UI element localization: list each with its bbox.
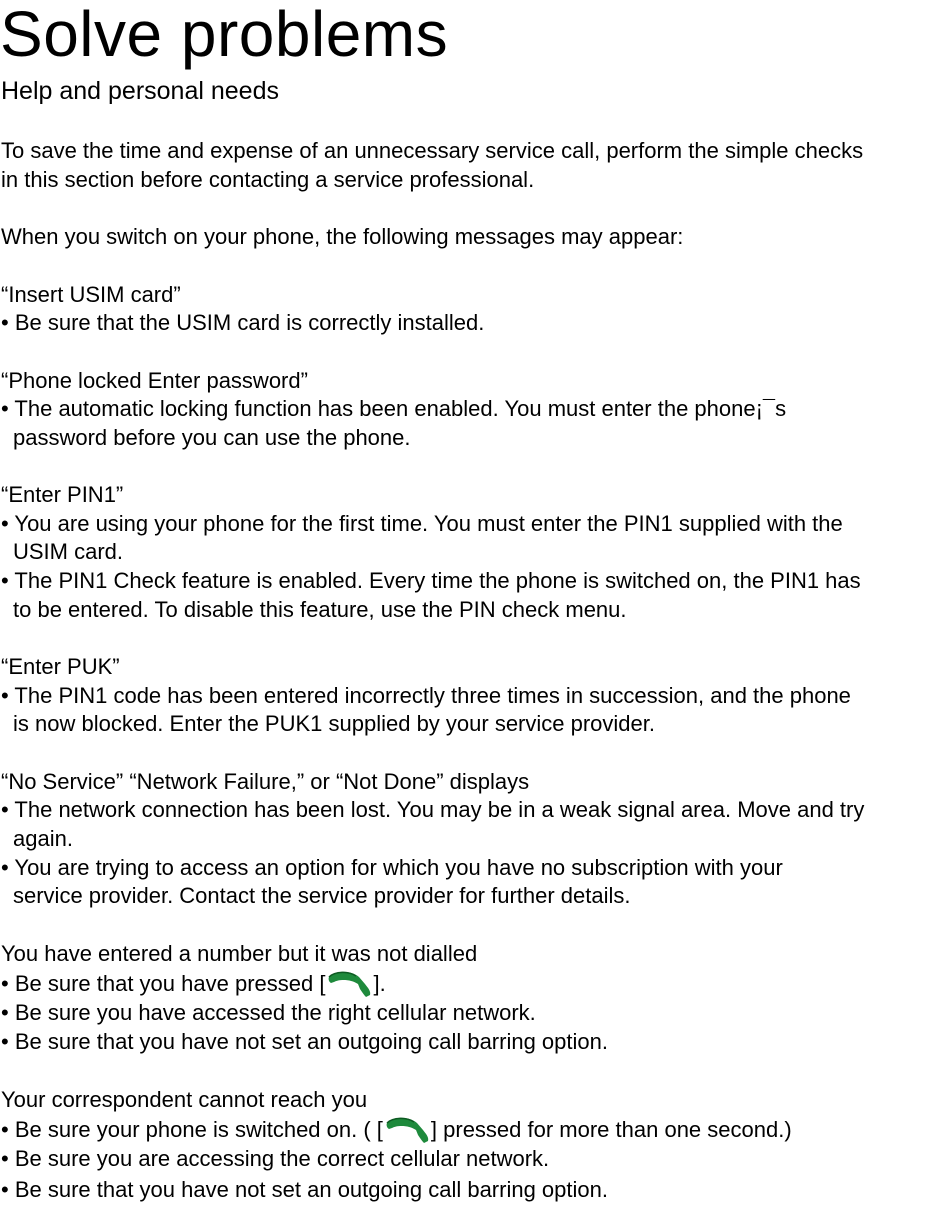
noservice-bullet-1-cont: again.	[13, 826, 73, 851]
cannotreach-bullet-1-text: • Be sure your phone is switched on. ( [	[1, 1117, 383, 1142]
puk-heading: “Enter PUK”	[1, 654, 120, 679]
page-subtitle: Help and personal needs	[1, 77, 279, 105]
phone-handset-icon	[325, 968, 373, 998]
puk-bullet-1: • The PIN1 code has been entered incorrectly three times in succession, and the phone	[1, 683, 851, 708]
usim-bullet-1: • Be sure that the USIM card is correctly installed.	[1, 310, 485, 335]
notdialled-bullet-2: • Be sure you have accessed the right cellular network.	[1, 1000, 536, 1025]
cannotreach-bullet-1	[1, 1114, 792, 1144]
phone-handset-icon	[383, 1114, 431, 1144]
noservice-heading: “No Service” “Network Failure,” or “Not Done” displays	[1, 769, 530, 794]
cannotreach-bullet-2: • Be sure you are accessing the correct cellular network.	[1, 1146, 550, 1171]
noservice-bullet-2: • You are trying to access an option for which you have no subscription with your	[1, 855, 783, 880]
puk-bullet-1-cont: is now blocked. Enter the PUK1 supplied by your service provider.	[13, 711, 655, 736]
pin1-bullet-2-cont: to be entered. To disable this feature, use the PIN check menu.	[13, 597, 627, 622]
notdialled-heading: You have entered a number but it was not dialled	[1, 941, 478, 966]
pin1-bullet-2: • The PIN1 Check feature is enabled. Every time the phone is switched on, the PIN1 has	[1, 568, 861, 593]
cannotreach-heading: Your correspondent cannot reach you	[1, 1087, 368, 1112]
usim-heading: “Insert USIM card”	[1, 282, 181, 307]
cannotreach-bullet-3: • Be sure that you have not set an outgoing call barring option.	[1, 1177, 608, 1202]
intro-line-1: To save the time and expense of an unnecessary service call, perform the simple checks	[1, 138, 864, 163]
messages-intro: When you switch on your phone, the following messages may appear:	[1, 224, 684, 249]
notdialled-bullet-1	[1, 968, 386, 998]
cannotreach-bullet-1-end: ] pressed for more than one second.)	[430, 1117, 792, 1142]
pin1-bullet-1-cont: USIM card.	[13, 539, 124, 564]
locked-heading: “Phone locked Enter password”	[1, 368, 308, 393]
intro-line-2: in this section before contacting a service professional.	[1, 167, 535, 192]
pin1-heading: “Enter PIN1”	[1, 482, 124, 507]
noservice-bullet-2-cont: service provider. Contact the service provider for further details.	[13, 883, 631, 908]
notdialled-bullet-1-text: • Be sure that you have pressed [	[1, 971, 326, 996]
notdialled-bullet-1-end: ].	[373, 971, 386, 996]
pin1-bullet-1: • You are using your phone for the first time. You must enter the PIN1 supplied with the	[1, 511, 843, 536]
notdialled-bullet-3: • Be sure that you have not set an outgoing call barring option.	[1, 1029, 608, 1054]
noservice-bullet-1: • The network connection has been lost. You may be in a weak signal area. Move and try	[1, 797, 865, 822]
locked-bullet-1: • The automatic locking function has been enabled. You must enter the phone¡¯s	[1, 396, 787, 421]
locked-bullet-1-cont: password before you can use the phone.	[13, 425, 411, 450]
page-title: Solve problems	[0, 0, 449, 70]
